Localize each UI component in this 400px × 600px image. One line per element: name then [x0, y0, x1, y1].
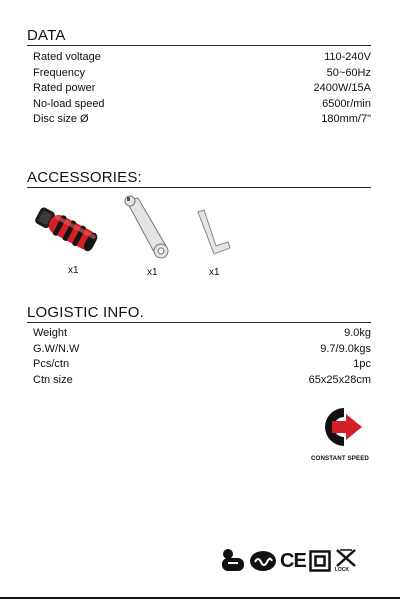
- data-label: Rated power: [33, 82, 96, 94]
- data-label: No-load speed: [33, 97, 105, 110]
- logistic-value: 1pc: [353, 358, 371, 370]
- double-insulation-icon: [309, 550, 331, 572]
- accessory-qty: x1: [68, 265, 79, 276]
- side-handle-icon: [30, 202, 106, 258]
- constant-speed-label: CONSTANT SPEED: [310, 455, 369, 462]
- constant-speed-badge: [305, 404, 375, 462]
- logistic-section-title: LOGISTIC INFO.: [27, 305, 371, 323]
- gs-mark-icon: [220, 548, 246, 574]
- data-section-title: DATA: [27, 28, 371, 46]
- accessories-section-title: ACCESSORIES:: [27, 170, 371, 188]
- constant-speed-icon: [316, 404, 364, 450]
- data-value: 2400W/15A: [313, 82, 371, 94]
- lock-icon: [334, 548, 358, 574]
- data-label: Frequency: [33, 66, 85, 79]
- logistic-value: 9.0kg: [344, 327, 371, 339]
- data-row: [33, 50, 371, 66]
- data-value: 50~60Hz: [326, 66, 371, 79]
- data-label: Disc size Ø: [33, 113, 89, 125]
- logistic-row: [33, 357, 371, 373]
- logistic-label: Pcs/ctn: [33, 358, 70, 370]
- logistic-value: 65x25x28cm: [308, 373, 371, 386]
- logistic-table: [33, 326, 371, 388]
- data-value: 6500r/min: [322, 97, 371, 110]
- data-row: [33, 81, 371, 97]
- ce-mark-icon: CE: [280, 550, 306, 572]
- data-label: Rated voltage: [33, 51, 101, 63]
- pin-spanner-icon: [120, 194, 176, 264]
- bottom-rule: [0, 597, 400, 599]
- data-row: [33, 112, 371, 128]
- data-value: 110-240V: [324, 51, 371, 63]
- logistic-row: [33, 326, 371, 342]
- emc-mark-icon: [249, 549, 277, 573]
- hex-key-icon: [190, 208, 236, 260]
- logistic-label: Weight: [33, 327, 68, 339]
- logistic-label: G.W/N.W: [33, 342, 80, 355]
- lock-label: LOCK: [334, 567, 349, 573]
- accessory-qty: x1: [147, 267, 158, 278]
- data-value: 180mm/7": [321, 113, 371, 125]
- lock-graphic: [334, 548, 358, 568]
- logistic-value: 9.7/9.0kgs: [320, 342, 371, 355]
- logistic-label: Ctn size: [33, 373, 73, 386]
- certification-marks: [220, 548, 358, 574]
- data-row: [33, 97, 371, 113]
- logistic-row: [33, 373, 371, 389]
- logistic-row: [33, 342, 371, 358]
- accessory-qty: x1: [209, 267, 220, 278]
- data-row: [33, 66, 371, 82]
- data-table: [33, 50, 371, 128]
